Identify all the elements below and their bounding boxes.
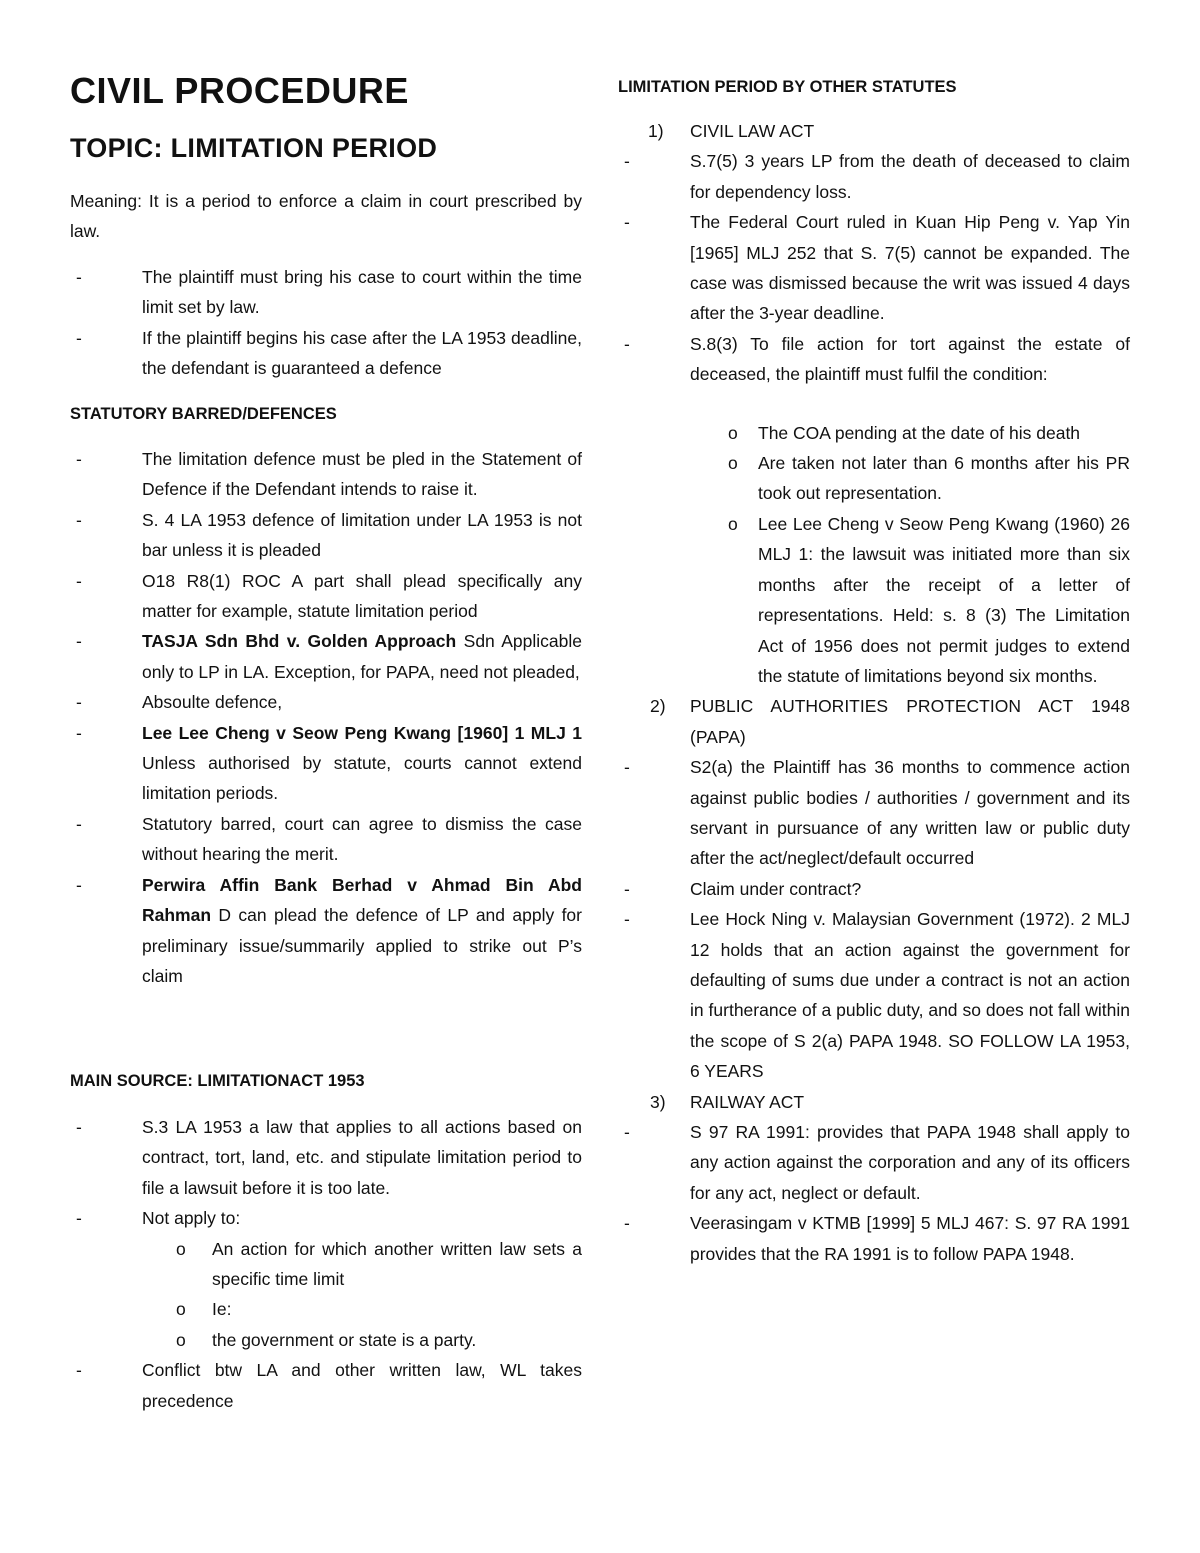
list-item: - Conflict btw LA and other written law, WL takes precedence — [76, 1360, 582, 1411]
list-item: - S.3 LA 1953 a law that applies to all actions based on contract, tort, land, etc. and stipulate limitation period to file a lawsuit before it is too late. — [76, 1117, 582, 1198]
list-item: - Perwira Affin Bank Berhad v Ahmad Bin Abd Rahman D can plead the defence of LP and apply for preliminary issue/summarily applied to strike out P’s claim — [76, 874, 582, 986]
list-item: - S.7(5) 3 years LP from the death of deceased to claim for dependency loss. — [624, 151, 1130, 202]
list-item: - Not apply to: — [76, 1208, 241, 1229]
numbered-item: 3) RAILWAY ACT — [650, 1091, 805, 1112]
list-item: - The Federal Court ruled in Kuan Hip Peng v. Yap Yin [1965] MLJ 252 that S. 7(5) cannot be expanded. The case was dismissed because the writ was issued 4 days after the 3-year deadline. — [624, 212, 1130, 324]
list-item: - S 97 RA 1991: provides that PAPA 1948 shall apply to any action against the corporation and any of its officers for any act, neglect or default. — [624, 1122, 1130, 1203]
list-item: - S2(a) the Plaintiff has 36 months to commence action against public bodies / authorities / government and its servant in pursuance of any written law or public duty after the act/neglect/default occurred — [624, 757, 1130, 869]
main-source-heading: MAIN SOURCE: LIMITATIONACT 1953 — [70, 1072, 365, 1090]
meaning-paragraph: Meaning: It is a period to enforce a claim in court prescribed by law. — [70, 191, 582, 242]
numbered-item: 2) PUBLIC AUTHORITIES PROTECTION ACT 1948 (PAPA) — [650, 696, 1130, 747]
numbered-item: 1) CIVIL LAW ACT — [648, 121, 815, 141]
statutory-list — [70, 444, 582, 991]
sub-list-item: o Ie: — [176, 1299, 232, 1320]
list-item: - The plaintiff must bring his case to court within the time limit set by law. — [76, 267, 582, 318]
sub-list-item: o An action for which another written law sets a specific time limit — [176, 1238, 582, 1290]
case-name: Lee Lee Cheng v Seow Peng Kwang [1960] 1 MLJ 1 — [142, 722, 582, 743]
list-item: - The limitation defence must be pled in the Statement of Defence if the Defendant intends to raise it. — [76, 449, 582, 500]
sub-list-item: o the government or state is a party. — [176, 1329, 477, 1350]
other-statutes-heading: LIMITATION PERIOD BY OTHER STATUTES — [618, 78, 957, 96]
list-item: - Lee Hock Ning v. Malaysian Government (1972). 2 MLJ 12 holds that an action against the government for defaulting of sums due under a contract is not an action in furtherance of a public duty, and so does not fall within the scope of S 2(a) PAPA 1948. SO FOLLOW LA 1953, 6 YEARS — [624, 909, 1130, 1082]
statutory-heading: STATUTORY BARRED/DEFENCES — [70, 405, 337, 423]
list-item: - TASJA Sdn Bhd v. Golden Approach Sdn Applicable only to LP in LA. Exception, for PAPA, need not pleaded, — [76, 631, 582, 682]
case-name: TASJA Sdn Bhd v. Golden Approach — [142, 631, 457, 652]
other-statutes-list — [618, 116, 1130, 1269]
main-source-list — [70, 1112, 582, 1416]
topic-heading: TOPIC: LIMITATION PERIOD — [70, 133, 438, 163]
sub-list-item: o The COA pending at the date of his death — [728, 422, 1081, 443]
case-name: Perwira Affin Bank Berhad v Ahmad Bin Abd Rahman — [142, 874, 582, 926]
list-item: - Statutory barred, court can agree to dismiss the case without hearing the merit. — [76, 813, 582, 865]
list-item: - If the plaintiff begins his case after the LA 1953 deadline, the defendant is guaranteed a defence — [76, 327, 582, 379]
list-item: - Absoulte defence, — [76, 692, 283, 713]
sub-list-item: o Lee Lee Cheng v Seow Peng Kwang (1960) 26 MLJ 1: the lawsuit was initiated more than six months after the receipt of a letter of representations. Held: s. 8 (3) The Limitation Act of 1956 does not permit judges to extend the statute of limitations beyond six months. — [728, 513, 1130, 686]
list-item: - Lee Lee Cheng v Seow Peng Kwang [1960] 1 MLJ 1 Unless authorised by statute, courts cannot extend limitation periods. — [76, 722, 582, 804]
intro-list — [70, 262, 582, 384]
document-title: CIVIL PROCEDURE — [70, 70, 409, 111]
list-item: - S.8(3) To file action for tort against the estate of deceased, the plaintiff must fulfil the condition: — [624, 333, 1130, 385]
list-item: - Veerasingam v KTMB [1999] 5 MLJ 467: S. 97 RA 1991 provides that the RA 1991 is to follow PAPA 1948. — [624, 1213, 1130, 1264]
list-item: - S. 4 LA 1953 defence of limitation under LA 1953 is not bar unless it is pleaded — [76, 509, 582, 561]
sub-list-item: o Are taken not later than 6 months after his PR took out representation. — [728, 453, 1130, 504]
list-item: - O18 R8(1) ROC A part shall plead specifically any matter for example, statute limitation period — [76, 570, 582, 622]
spacer — [618, 390, 1130, 418]
list-item: - Claim under contract? — [624, 878, 862, 899]
